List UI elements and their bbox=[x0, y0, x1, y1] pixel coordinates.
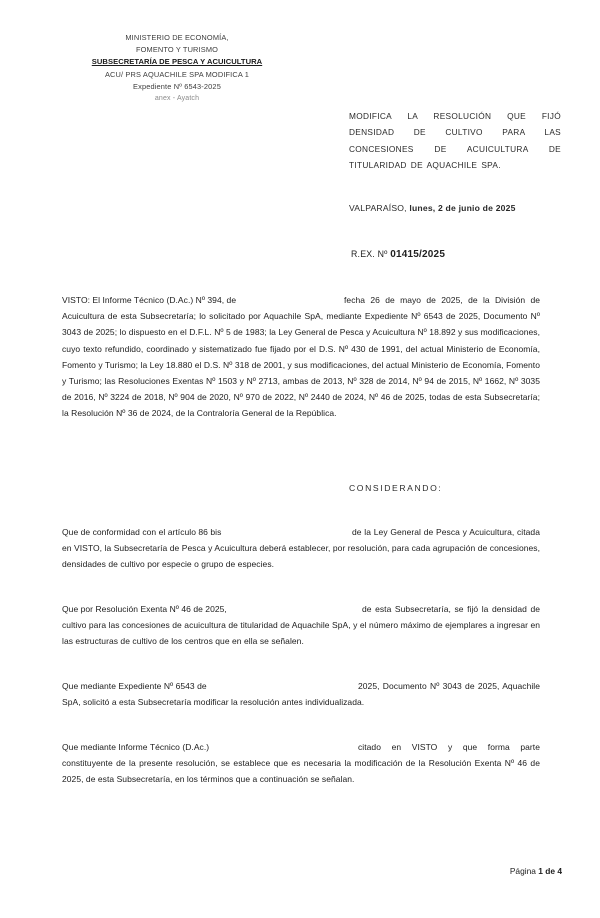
considerando-paragraph bbox=[62, 678, 540, 710]
header-reference-code: ACU/ PRS AQUACHILE SPA MODIFICA 1 bbox=[104, 69, 250, 79]
page-numbers: 1 de 4 bbox=[538, 866, 562, 876]
considerando-paragraph bbox=[62, 524, 540, 573]
place-label: VALPARAÍSO, bbox=[349, 203, 407, 213]
visto-lead: VISTO: El Informe Técnico (D.Ac.) Nº 394, de bbox=[62, 295, 237, 305]
considerando-2-body: de esta Subsecretaría, se fijó la densidad de cultivo para las concesiones de acuicultura de titularidad de Aquachile SpA, y el número máximo de ejemplares a ingresar en las estructuras de cultivo de los centros que en ella se señalen. bbox=[62, 604, 540, 647]
page-label: Página bbox=[509, 866, 536, 876]
considerando-3-lead: Que mediante Expediente Nº 6543 de bbox=[62, 681, 207, 691]
header-ministry-line-1: MINISTERIO DE ECONOMÍA, bbox=[125, 33, 229, 42]
considerando-2-lead: Que por Resolución Exenta Nº 46 de 2025, bbox=[62, 604, 227, 614]
header-subsecretaria: SUBSECRETARÍA DE PESCA Y ACUICULTURA bbox=[91, 57, 263, 67]
considerando-1-lead: Que de conformidad con el artículo 86 bis bbox=[62, 527, 222, 537]
header-expediente: Expediente Nº 6543-2025 bbox=[133, 81, 221, 91]
considerando-4-lead: Que mediante Informe Técnico (D.Ac.) bbox=[62, 742, 210, 752]
header-ministry-line-2: FOMENTO Y TURISMO bbox=[135, 45, 219, 55]
visto-section bbox=[62, 292, 540, 422]
date-label: lunes, 2 de junio de 2025 bbox=[409, 203, 516, 213]
considerando-paragraph bbox=[62, 739, 540, 788]
considerando-paragraph bbox=[62, 601, 540, 650]
visto-body: fecha 26 de mayo de 2025, de la División de Acuicultura de esta Subsecretaría; lo solicitado por Aquachile SpA, mediante Expediente Nº 6543 de 2025, Documento Nº 3043 de 2025; lo dispuesto en el D.F.L. Nº 5 de 1983; la Ley General de Pesca y Acuicultura Nº 18.892 y sus modificaciones, cuyo texto refundido, coordinado y sistematizado fue fijado por el D.S. Nº 430 de 1991, del actual Ministerio de Economía, Fomento y Turismo; la Ley 18.880 el D.S. Nº 318 de 2001, y sus modificaciones, del actual Ministerio de Economía, Fomento y Turismo; las Resoluciones Exentas Nº 1503 y Nº 2713, ambas de 2013, Nº 328 de 2014, Nº 94 de 2015, Nº 1662, Nº 3035 de 2016, Nº 3224 de 2018, Nº 904 de 2020, Nº 970 de 2022, Nº 2440 de 2024, Nº 46 de 2025, todas de esta Subsecretaría; la Resolución Nº 36 de 2024, de la Contraloría General de la República. bbox=[62, 295, 540, 419]
document-header bbox=[62, 32, 292, 105]
resolution-number-label: R.EX. Nº bbox=[351, 249, 388, 259]
page-footer bbox=[510, 866, 562, 876]
resolution-number-value: 01415/2025 bbox=[390, 249, 446, 260]
header-annotation: anex - Ayatch bbox=[154, 95, 200, 103]
place-and-date bbox=[349, 203, 516, 213]
considerando-1-body: de la Ley General de Pesca y Acuicultura, citada en VISTO, la Subsecretaría de Pesca y Acuicultura deberá establecer, por resolución, para cada agrupación de concesiones, densidades de cultivo por especie o grupo de especies. bbox=[62, 527, 540, 570]
resolution-title: MODIFICA LA RESOLUCIÓN QUE FIJÓ DENSIDAD DE CULTIVO PARA LAS CONCESIONES DE ACUICULTURA DE TITULARIDAD DE AQUACHILE SPA. bbox=[349, 111, 561, 171]
resolution-number bbox=[351, 249, 445, 260]
considerando-4-body: citado en VISTO y que forma parte constituyente de la presente resolución, se establece que es necesaria la modificación de la Resolución Exenta Nº 46 de 2025, de esta Subsecretaría, en los términos que a continuación se señalan. bbox=[62, 742, 540, 785]
visto-paragraph bbox=[62, 292, 540, 422]
considerando-heading: CONSIDERANDO: bbox=[349, 483, 443, 493]
considerando-3-body: 2025, Documento Nº 3043 de 2025, Aquachile SpA, solicitó a esta Subsecretaría modificar la resolución antes individualizada. bbox=[62, 681, 540, 708]
